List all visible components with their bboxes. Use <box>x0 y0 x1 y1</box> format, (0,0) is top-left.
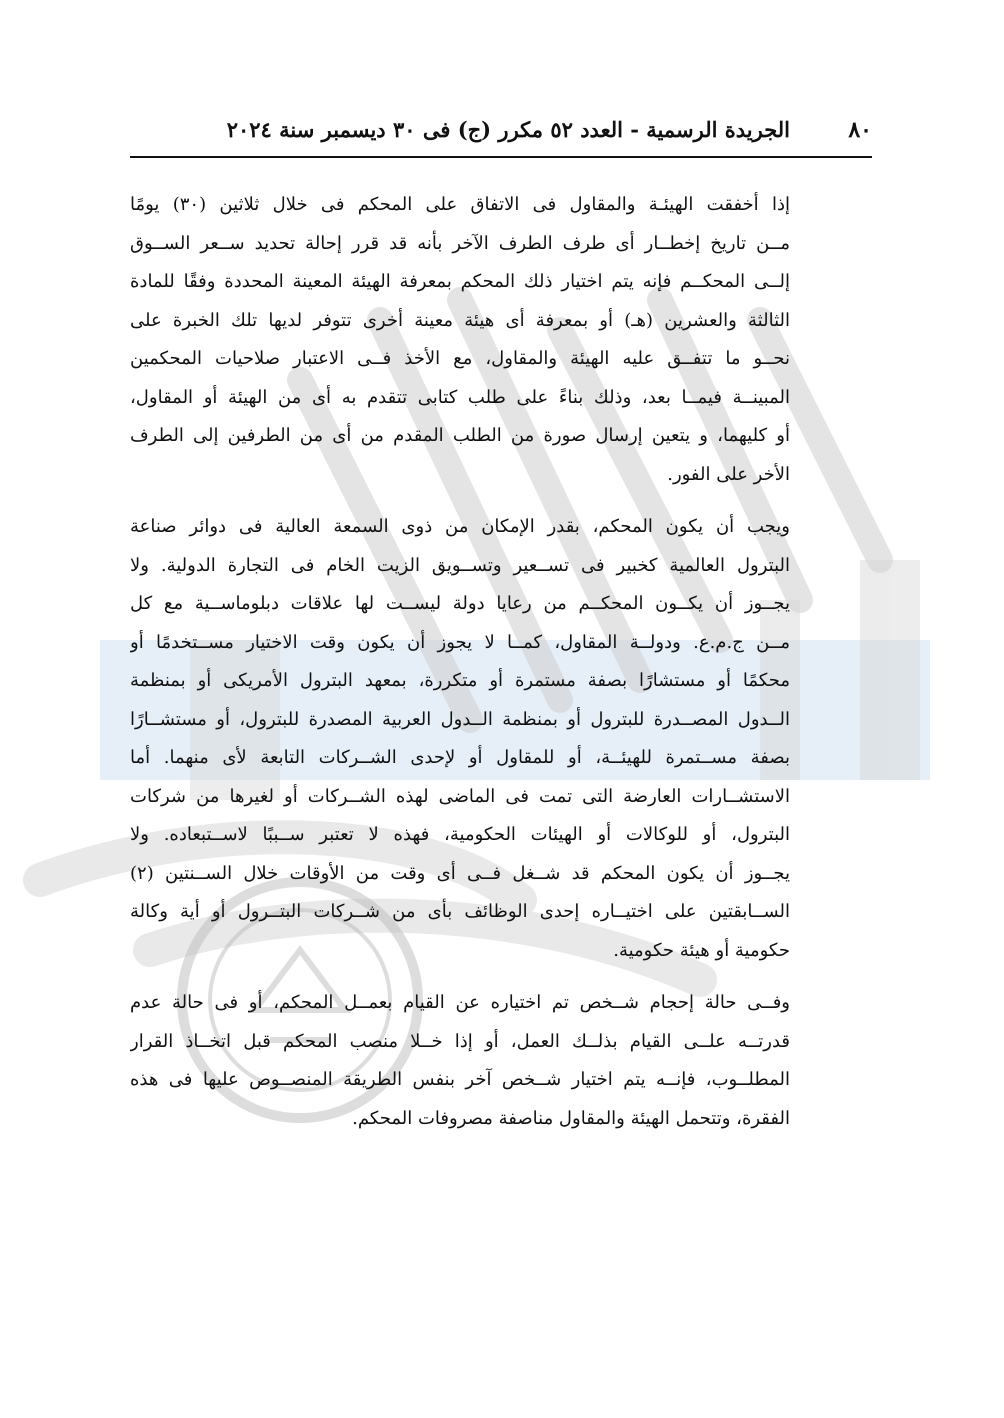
text-line: البترول، أو للوكالات أو الهيئات الحكومية، فهذه لا تعتبر ســببًا لاســتبعاده. ولا <box>130 824 790 845</box>
text-line: مــن ج.م.ع. ودولــة المقاول، كمــا لا يجوز أن يكون وقت الاختيار مســتخدمًا أو <box>130 631 790 653</box>
text-line: أو كليهما، و يتعين إرسال صورة من الطلب المقدم من أى من الطرفين إلى الطرف <box>130 425 790 446</box>
text-line: يجــوز أن يكون المحكم قد شــغل فــى أى وقت من الأوقات خلال الســنتين (٢) <box>130 862 790 884</box>
body-text <box>130 186 790 1152</box>
text-line: بصفة مســتمرة للهيئــة، أو للمقاول أو لإحدى الشــركات التابعة لأى منهما. أما <box>130 747 790 768</box>
paragraph-3 <box>130 984 790 1138</box>
gazette-title: الجريدة الرسمية - العدد ٥٢ مكرر (ج) فى ٣٠ ديسمبر سنة ٢٠٢٤ <box>226 117 790 142</box>
text-line: الــدول المصــدرة للبترول أو بمنظمة الــدول العربية المصدرة للبترول، أو مستشــارًا <box>130 708 790 730</box>
text-line: محكمًا أو مستشارًا بصفة مستمرة أو متكررة، بمعهد البترول الأمريكى أو بمنظمة <box>130 670 790 691</box>
text-line: الأخر على الفور. <box>667 463 790 485</box>
page-header <box>130 110 872 158</box>
text-line: الســابقتين على اختيــاره إحدى الوظائف بأى من شــركات البتــرول أو أية وكالة <box>130 901 790 922</box>
paragraph-2 <box>130 508 790 970</box>
text-line: الفقرة، وتتحمل الهيئة والمقاول مناصفة مصروفات المحكم. <box>352 1107 790 1129</box>
text-line: الثالثة والعشرين (هـ) أو بمعرفة أى هيئة معينة أخرى تتوفر لديها تلك الخبرة على <box>130 309 790 331</box>
text-line: إلــى المحكــم فإنه يتم اختيار ذلك المحكم بمعرفة الهيئة المعينة المحددة وفقًا للمادة <box>130 271 790 292</box>
text-line: مــن تاريخ إخطــار أى طرف الطرف الآخر بأنه قد قرر إحالة تحديد ســعر الســوق <box>130 232 790 254</box>
text-line: نحــو ما تتفــق عليه الهيئة والمقاول، مع الأخذ فــى الاعتبار صلاحيات المحكمين <box>130 348 790 369</box>
text-line: يجــوز أن يكــون المحكــم من رعايا دولة ليســت لها علاقات دبلوماســية مع كل <box>130 593 790 614</box>
text-line: إذا أخفقت الهيئـة والمقاول فى الاتفاق على المحكم فى خلال ثلاثين (٣٠) يومًا <box>130 194 790 215</box>
paragraph-1 <box>130 186 790 494</box>
text-line: البترول العالمية كخبير فى تســعير وتســويق الزيت الخام فى التجارة الدولية. ولا <box>130 554 790 576</box>
text-line: المبينــة فيمــا بعد، وذلك بناءً على طلب كتابى تتقدم به أى من الهيئة أو المقاول، <box>130 386 790 408</box>
text-line: وفــى حالة إحجام شــخص تم اختياره عن القيام بعمــل المحكم، أو فى حالة عدم <box>130 992 790 1013</box>
text-line: المطلــوب، فإنــه يتم اختيار شــخص آخر بنفس الطريقة المنصــوص عليها فى هذه <box>130 1069 790 1090</box>
text-line: قدرتــه علــى القيام بذلــك العمل، أو إذا خــلا منصب المحكم قبل اتخــاذ القرار <box>130 1030 790 1052</box>
text-line: الاستشــارات العارضة التى تمت فى الماضى لهذه الشــركات أو لغيرها من شركات <box>130 785 790 807</box>
page-number: ٨٠ <box>848 117 872 143</box>
text-line: حكومية أو هيئة حكومية. <box>613 939 790 961</box>
text-line: ويجب أن يكون المحكم، بقدر الإمكان من ذوى السمعة العالية فى دوائر صناعة <box>130 516 790 537</box>
